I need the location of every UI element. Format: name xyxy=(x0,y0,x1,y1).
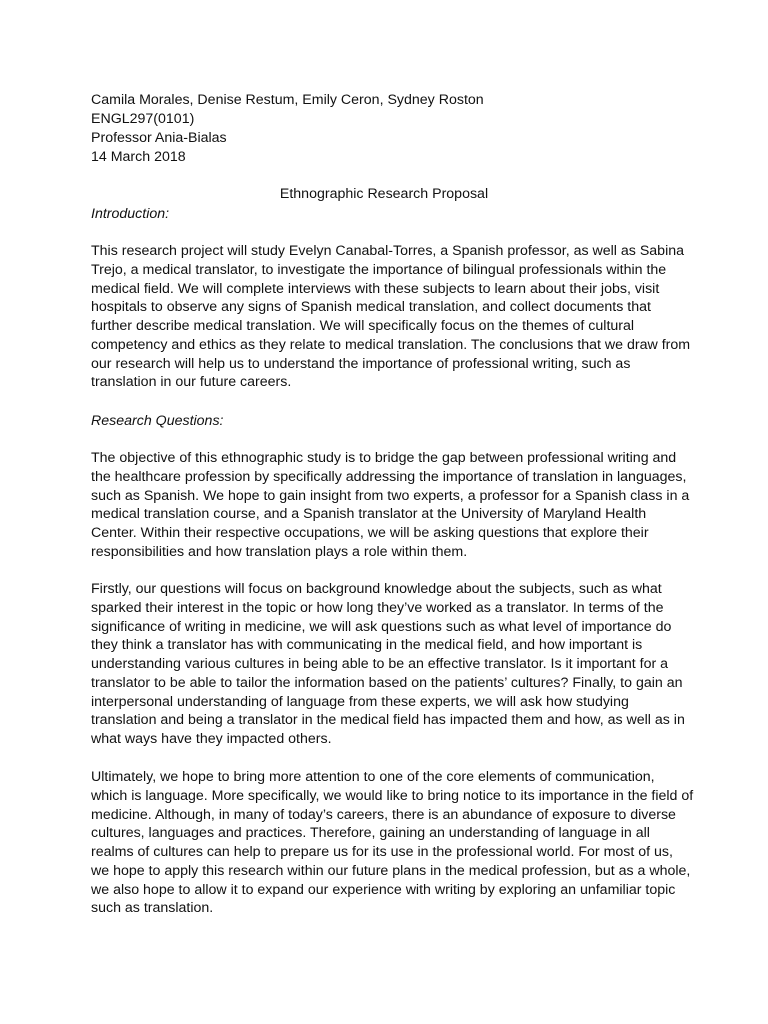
professor-name: Professor Ania-Bialas xyxy=(91,130,227,146)
paragraph-line: our research will help us to understand the importance of professional writing, such as xyxy=(91,355,631,372)
paragraph-line: understanding various cultures in being able to be an effective translator. Is it important for a xyxy=(91,656,669,672)
paragraph-line: we also hope to allow it to expand our experience with writing by exploring an unfamiliar topic xyxy=(91,881,676,898)
paragraph-line: competency and ethics as they relate to medical translation. The conclusions that we draw from xyxy=(91,336,691,353)
paragraph-line: they think a translator has with communicating in the medical field, and how important is xyxy=(91,637,643,654)
course-code: ENGL297(0101) xyxy=(91,111,195,127)
paragraph-line: such as Spanish. We hope to gain insight from two experts, a professor for a Spanish class in a xyxy=(91,487,690,504)
paragraph-line: Ultimately, we hope to bring more attention to one of the core elements of communication, xyxy=(91,769,655,785)
paragraph-line: such as translation. xyxy=(91,900,214,917)
paragraph-line: which is language. More specifically, we would like to bring notice to its importance in the field of xyxy=(91,787,694,804)
document-title: Ethnographic Research Proposal xyxy=(279,186,489,202)
research-questions-heading: Research Questions: xyxy=(91,413,224,429)
paragraph-line: Center. Within their respective occupations, we will be asking questions that explore their xyxy=(91,525,649,541)
paragraph-line: the healthcare profession by specifically addressing the importance of translation in languages, xyxy=(91,468,687,485)
paragraph-line: hospitals to observe any signs of Spanish medical translation, and collect documents that xyxy=(91,299,651,316)
paragraph-line: Firstly, our questions will focus on background knowledge about the subjects, such as what xyxy=(91,581,662,597)
paragraph-line: interpersonal understanding of language from these experts, we will ask how studying xyxy=(91,693,629,710)
paragraph-line: Trejo, a medical translator, to investigate the importance of bilingual professionals within the xyxy=(91,261,667,278)
conclusion-paragraph xyxy=(91,768,694,918)
paragraph-line: further describe medical translation. We will specifically focus on the themes of cultural xyxy=(91,318,635,334)
paragraph-line: translator to be able to tailor the information based on the patients’ cultures? Finally, to gain an xyxy=(91,674,683,691)
introduction-heading: Introduction: xyxy=(91,206,170,222)
paragraph-line: cultures, languages and practices. Therefore, gaining an understanding of language in all xyxy=(91,825,650,842)
questions-paragraph xyxy=(91,580,691,749)
paragraph-line: realms of cultures can help to prepare us for its use in the professional world. For most of us, xyxy=(91,844,673,860)
paragraph-line: significance of writing in medicine, we will ask questions such as what level of importance do xyxy=(91,618,672,635)
document-date: 14 March 2018 xyxy=(91,149,186,165)
paragraph-line: The objective of this ethnographic study is to bridge the gap between professional writing and xyxy=(91,450,677,466)
paragraph-line: responsibilities and how translation plays a role within them. xyxy=(91,543,468,560)
paragraph-line: what ways have they impacted others. xyxy=(91,731,332,747)
paragraph-line: medicine. Although, in many of today’s careers, there is an abundance of exposure to diverse xyxy=(91,806,676,823)
author-names: Camila Morales, Denise Restum, Emily Ceron, Sydney Roston xyxy=(91,92,484,108)
paragraph-line: translation in our future careers. xyxy=(91,374,292,391)
paragraph-line: medical field. We will complete interviews with these subjects to learn about their jobs, visit xyxy=(91,280,660,297)
paragraph-line: medical translation course, and a Spanish translator at the University of Maryland Health xyxy=(91,506,647,523)
paragraph-line: This research project will study Evelyn Canabal-Torres, a Spanish professor, as well as Sabina xyxy=(91,243,684,259)
paragraph-line: translation and being a translator in the medical field has impacted them and how, as well as in xyxy=(91,712,685,729)
objective-paragraph xyxy=(91,449,691,562)
paragraph-line: we hope to apply this research within our future plans in the medical profession, but as a whole, xyxy=(91,862,691,879)
document-header xyxy=(91,91,691,167)
paragraph-line: sparked their interest in the topic or how long they’ve worked as a translator. In terms of the xyxy=(91,599,664,616)
introduction-paragraph xyxy=(91,242,691,392)
